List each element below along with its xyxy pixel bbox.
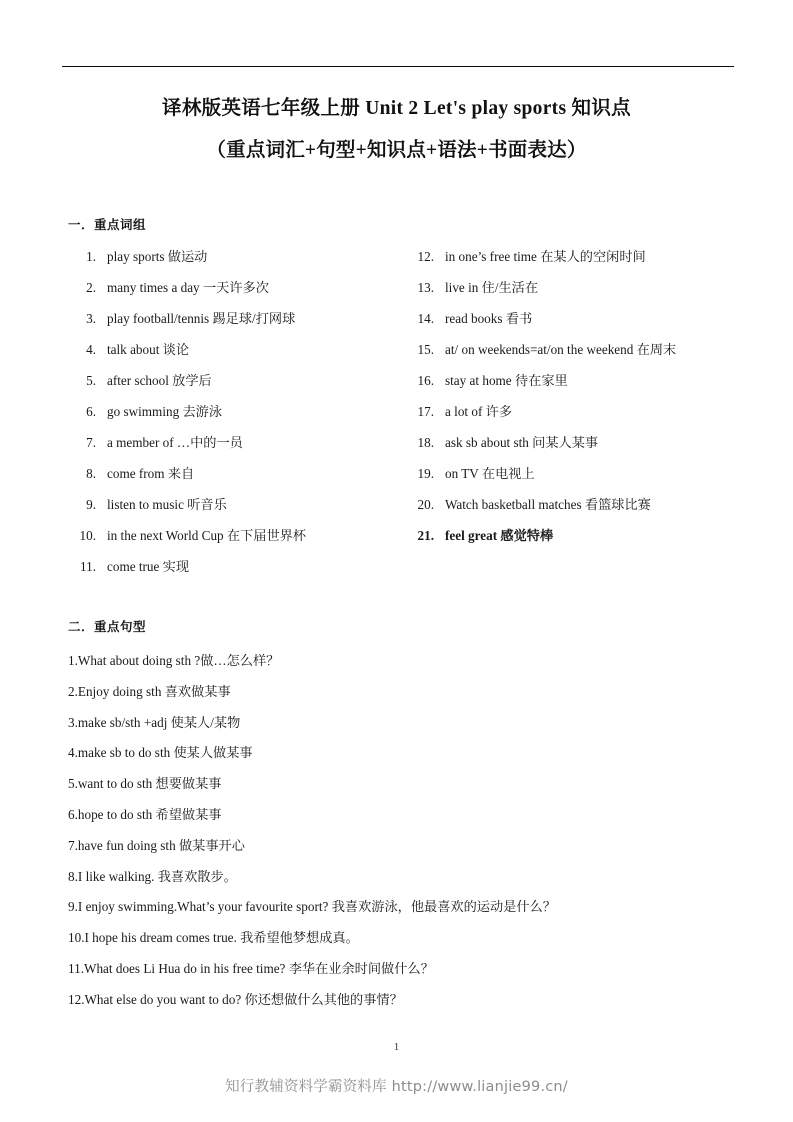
title-block (0, 96, 793, 165)
sentence-row: 12.What else do you want to do? 你还想做什么其他的事情？ (68, 991, 403, 1007)
phrase-row (404, 308, 754, 339)
phrase-text: read books 看书 (445, 311, 533, 326)
phrase-text: listen to music 听音乐 (107, 497, 227, 512)
phrase-row (404, 339, 754, 370)
phrase-row (404, 463, 754, 494)
phrase-row (66, 401, 396, 432)
page-number: 1 (393, 1041, 400, 1053)
phrase-number: 15. (417, 342, 434, 357)
sentence-row: 3.make sb/sth +adj 使某人/某物 (68, 714, 241, 730)
phrase-number: 17. (417, 404, 434, 419)
sentence-row: 6.hope to do sth 希望做某事 (68, 806, 222, 822)
phrase-number: 10. (79, 528, 96, 543)
phrase-number: 8. (86, 466, 96, 481)
phrase-text: come true 实现 (107, 559, 190, 574)
phrase-text: a member of …中的一员 (107, 435, 243, 450)
phrase-text: on TV 在电视上 (445, 466, 535, 481)
phrase-row (404, 525, 754, 556)
phrase-text: in the next World Cup 在下届世界杯 (107, 528, 307, 543)
phrase-text: stay at home 待在家里 (445, 373, 568, 388)
phrase-number: 16. (417, 373, 434, 388)
phrase-number: 11. (80, 559, 96, 574)
header-divider (62, 66, 734, 67)
sentence-row: 11.What does Li Hua do in his free time? 李华在业余时间做什么？ (68, 960, 434, 976)
phrase-text: after school 放学后 (107, 373, 212, 388)
phrase-number: 4. (86, 342, 96, 357)
phrase-row (66, 246, 396, 277)
document-title: 译林版英语七年级上册 Unit 2 Let's play sports 知识点 (162, 98, 631, 119)
sentence-row: 5.want to do sth 想要做某事 (68, 776, 222, 792)
document-subtitle: （重点词汇+句型+知识点+语法+书面表达） (206, 140, 587, 162)
phrase-number: 6. (86, 404, 96, 419)
phrase-number: 20. (417, 497, 434, 512)
phrase-text: feel great 感觉特棒 (445, 528, 554, 543)
sentence-row: 10.I hope his dream comes true. 我希望他梦想成真。 (68, 930, 359, 946)
phrase-text: come from 来自 (107, 466, 195, 481)
phrase-row (66, 277, 396, 308)
sentence-row: 7.have fun doing sth 做某事开心 (68, 837, 245, 853)
watermark-footer: 知行教辅资料学霸资料库 http://www.lianjie99.cn/ (225, 1079, 568, 1095)
phrase-number: 3. (86, 311, 96, 326)
phrase-row (66, 308, 396, 339)
sentence-pattern-list (68, 646, 728, 1016)
phrase-row (66, 432, 396, 463)
phrase-text: many times a day 一天许多次 (107, 280, 269, 295)
phrase-number: 7. (86, 435, 96, 450)
phrase-number: 13. (417, 280, 434, 295)
sentence-row: 4.make sb to do sth 使某人做某事 (68, 745, 253, 761)
phrase-number: 12. (417, 249, 434, 264)
phrase-number: 18. (417, 435, 434, 450)
phrase-text: play football/tennis 踢足球/打网球 (107, 311, 296, 326)
phrase-row (404, 277, 754, 308)
phrase-text: in one’s free time 在某人的空闲时间 (445, 249, 646, 264)
section-heading-key-sentences: 二．重点句型 (68, 620, 147, 634)
phrase-row (404, 246, 754, 277)
phrase-row (66, 463, 396, 494)
phrase-number: 2. (86, 280, 96, 295)
phrase-row (404, 494, 754, 525)
phrase-text: go swimming 去游泳 (107, 404, 223, 419)
phrase-text: a lot of 许多 (445, 404, 513, 419)
phrase-row (66, 339, 396, 370)
phrase-text: talk about 谈论 (107, 342, 190, 357)
sentence-row: 2.Enjoy doing sth 喜欢做某事 (68, 683, 231, 699)
phrase-row (66, 494, 396, 525)
sentence-row: 1.What about doing sth ?做…怎么样？ (68, 653, 280, 668)
phrase-row (66, 370, 396, 401)
phrase-text: Watch basketball matches 看篮球比赛 (445, 497, 651, 512)
phrase-row (66, 525, 396, 556)
phrase-number: 5. (86, 373, 96, 388)
phrase-row (404, 432, 754, 463)
phrase-text: at/ on weekends=at/on the weekend 在周末 (445, 342, 677, 357)
phrase-number: 14. (417, 311, 434, 326)
phrase-text: play sports 做运动 (107, 249, 208, 264)
phrase-number: 19. (417, 466, 434, 481)
phrase-row (404, 370, 754, 401)
phrase-text: ask sb about sth 问某人某事 (445, 435, 599, 450)
phrase-number: 9. (86, 497, 96, 512)
section-heading-key-phrases: 一．重点词组 (68, 218, 147, 232)
phrase-number: 21. (417, 528, 434, 543)
sentence-row: 8.I like walking. 我喜欢散步。 (68, 868, 237, 884)
phrase-list-left-column (66, 246, 396, 587)
phrase-list-right-column (404, 246, 754, 556)
sentence-row: 9.I enjoy swimming.What’s your favourite sport? 我喜欢游泳，他最喜欢的运动是什么？ (68, 899, 556, 915)
phrase-row (66, 556, 396, 587)
phrase-text: live in 住/生活在 (445, 280, 539, 295)
phrase-number: 1. (86, 249, 96, 264)
phrase-row (404, 401, 754, 432)
